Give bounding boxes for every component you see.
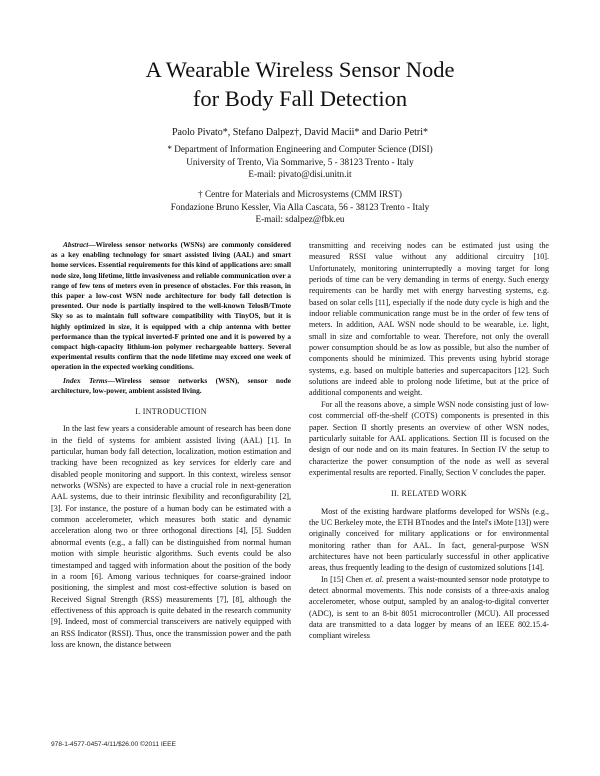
affiliation-disi bbox=[0, 143, 600, 181]
index-terms bbox=[51, 376, 291, 396]
introduction-paragraph-1: In the last few years a considerable amount of research has been done in the field of systems for ambient assisted living (AAL) [1]. In particular, human body fall detection, localization, motion estimation and tracking have been recognized as key services for elderly care and disabled people monitoring and support. In this context, wireless sensor networks (WSNs) are expected to have a crucial role in next-generation AAL systems, due to their intrinsic flexibility and reconfigurability [2], [3]. For instance, the posture of a human body can be estimated with a common accelerometer, which measures both static and dynamic acceleration along two or three orthogonal directions [4], [5]. Sudden abnormal events (e.g., a fall) can be distinguished from normal human motion with simple heuristic algorithms. Such events could be also timestamped and tagged with information about the position of the body in a room [6]. Among various techniques for coarse-grained indoor positioning, the simplest and most cost-effective solution is based on Received Signal Strength (RSS) measurements [7], [8], although the effectiveness of this approach is quite debated in the research community [9]. Indeed, most of commercial transceivers are natively equipped with an RSS Indicator (RSSI). Thus, once the transmission power and the path loss are known, the distance between bbox=[51, 424, 291, 649]
author-list: Paolo Pivato*, Stefano Dalpez†, David Macii* and Dario Petri* bbox=[171, 127, 429, 138]
section-related-work-heading: II. RELATED WORK bbox=[391, 489, 467, 499]
related-work-paragraph-2 bbox=[309, 574, 549, 642]
introduction-paragraph-2: transmitting and receiving nodes can be estimated just using the measured RSSI value without any additional circuitry [10]. Unfortunately, monitoring uninterruptedly a moving target for long periods of time can be very demanding in terms of energy. Such energy requirements can be hardly met with energy harvesting systems, e.g. based on solar cells [11], especially if the node duty cycle is high and the indoor reliable communication range must be in the order of few tens of meters. In addition, AAL WSN node should to be wearable, i.e. light, small in size and comfortable to wear. Therefore, not only the overall power consumption should be as low as possible, but also the number of components should be minimized. This prevents using hybrid storage systems, e.g. based on multiple batteries and supercapacitors [12]. Such solutions are indeed able to prolong node lifetime, but at the price of additional components and weight. bbox=[309, 241, 549, 398]
affiliation-cmm-dept: † Centre for Materials and Microsystems (CMM IRST) bbox=[198, 189, 402, 199]
abstract bbox=[51, 240, 291, 373]
section-introduction-heading: I. INTRODUCTION bbox=[135, 407, 207, 417]
affiliation-disi-address: University of Trento, Via Sommarive, 5 - 38123 Trento - Italy bbox=[186, 156, 414, 167]
abstract-text: —Wireless sensor networks (WSNs) are commonly considered as a key enabling technology for smart assisted living (AAL) and smart home services. Essential requirements for this kind of applications are: small node size, long lifetime, little invasiveness and reliable communication over a range of few tens of meters even in presence of obstacles. For this reason, in this paper a low-cost WSN node architecture for body fall detection is presented. Our node is partially inspired to the well-known TelosB/Tmote Sky so as to maintain full software compatibility with TinyOS, but it is highly optimized in size, it is equipped with a chip antenna with better performance than the typical inverted-F printed one and it is powered by a compact high-capacity lithium-ion polymer rechargeable battery. Several experimental results confirm that the node lifetime may exceed one week of operation in the expected working conditions. bbox=[51, 240, 291, 372]
left-column bbox=[51, 240, 291, 650]
introduction-paragraph-3: For all the reasons above, a simple WSN node consisting just of low-cost commercial off-the-shelf (COTS) components is presented in this paper. Section II shortly presents an overview of other WSN nodes, particularly suitable for AAL applications. Section III is focused on the design of our node and on its main features. In Section IV the setup to characterize the power consumption of the node as well as several experimental results are reported. Finally, Section V concludes the paper. bbox=[309, 399, 549, 477]
title-line-2: for Body Fall Detection bbox=[192, 86, 408, 111]
abstract-label: Abstract bbox=[63, 240, 89, 249]
index-terms-label: Index Terms bbox=[63, 375, 108, 385]
paper-title bbox=[0, 55, 600, 113]
affiliation-disi-dept: * Department of Information Engineering and Computer Science (DISI) bbox=[167, 144, 433, 154]
related-work-p2-rest: present a waist-mounted sensor node prototype to detect abnormal movements. This node consists of a three-axis analog accelerometer, whose output, sampled by an analog-to-digital converter (ADC), is sent to an 8-bit 8051 microcontroller (MCU). All processed data are transmitted to a data logger by means of an IEEE 802.15.4-compliant wireless bbox=[309, 574, 549, 641]
related-work-paragraph-1: Most of the existing hardware platforms developed for WSNs (e.g., the UC Berkeley mote, the ETH BTnodes and the Intel's iMote [13]) were originally conceived for military applications or for environmental monitoring rather than for AAL. In fact, general-purpose WSN architectures have not been particularly successful in other applicative areas, thus frequently leading to the design of customized solutions [14]. bbox=[309, 506, 549, 573]
affiliation-cmm bbox=[0, 188, 600, 226]
related-work-p2-start: In [15] Chen bbox=[321, 574, 366, 584]
title-line-1: A Wearable Wireless Sensor Node bbox=[145, 57, 455, 82]
copyright-footer: 978-1-4577-0457-4/11/$26.00 ©2011 IEEE bbox=[51, 741, 176, 748]
affiliation-cmm-address: Fondazione Bruno Kessler, Via Alla Cascata, 56 - 38123 Trento - Italy bbox=[170, 201, 430, 212]
index-terms-text: —Wireless sensor networks (WSN), sensor node architecture, low-power, ambient assisted living. bbox=[51, 375, 291, 395]
related-work-p2-etal: et. al. bbox=[365, 574, 384, 584]
right-column bbox=[309, 240, 549, 642]
affiliation-disi-email: E-mail: pivato@disi.unitn.it bbox=[248, 169, 352, 180]
affiliation-cmm-email: E-mail: sdalpez@fbk.eu bbox=[255, 214, 345, 225]
